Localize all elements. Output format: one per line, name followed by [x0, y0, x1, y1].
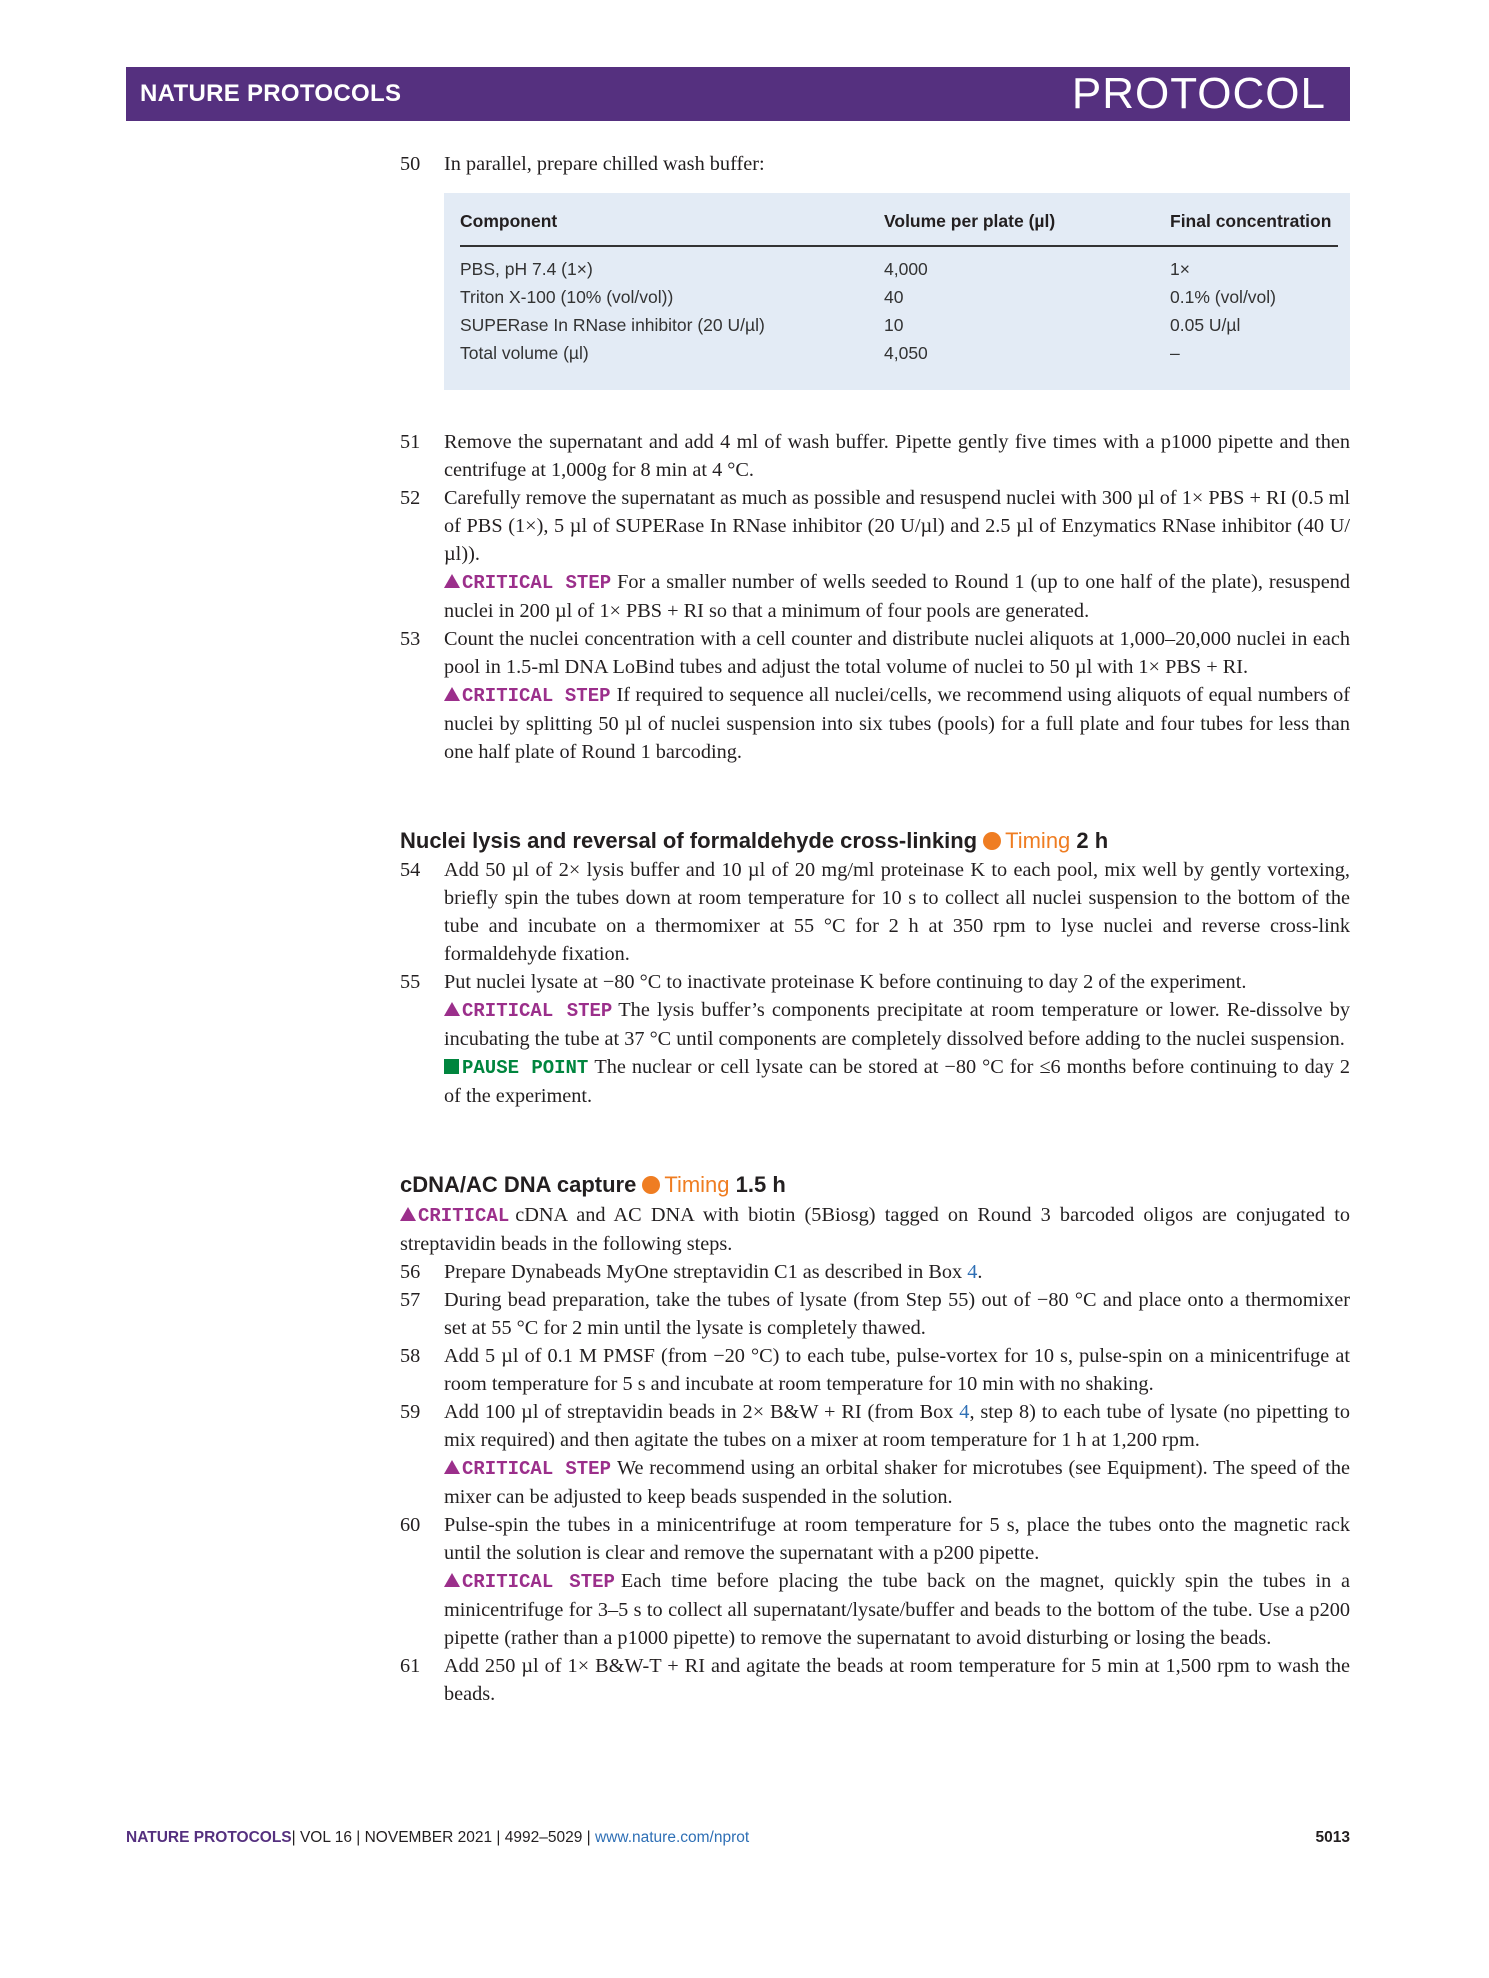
steps-51-53	[400, 428, 1350, 766]
step-text: Count the nuclei concentration with a cell counter and distribute nuclei aliquots at 1,000–20,000 nuclei in each pool in 1.5-ml DNA LoBind tubes and adjust the total volume of nuclei to 50 µl with 1× PBS + RI.	[444, 628, 1350, 678]
step-text: Put nuclei lysate at −80 °C to inactivate proteinase K before continuing to day 2 of the experiment.	[444, 971, 1247, 993]
table-cell: SUPERase In RNase inhibitor (20 U/µl)	[460, 315, 765, 335]
step-54	[400, 856, 1350, 968]
step-58	[400, 1342, 1350, 1398]
table-cell: PBS, pH 7.4 (1×)	[460, 259, 593, 279]
journal-name: NATURE PROTOCOLS	[140, 80, 402, 107]
step-60	[400, 1511, 1350, 1652]
warning-triangle-icon	[444, 1002, 460, 1016]
warning-triangle-icon	[444, 574, 460, 588]
critical-step-label: CRITICAL STEP	[462, 1571, 615, 1593]
step-56	[400, 1258, 1350, 1286]
critical-step-note	[444, 1567, 1350, 1652]
steps-56-61	[400, 1201, 1350, 1708]
section-heading-nuclei-lysis	[400, 828, 1108, 854]
article-type: PROTOCOL	[1071, 69, 1326, 118]
step-55	[400, 968, 1350, 1110]
steps-54-55	[400, 856, 1350, 1110]
step-text: Add 250 µl of 1× B&W-T + RI and agitate the beads at room temperature for 5 min at 1,500 rpm to wash the beads.	[444, 1655, 1350, 1705]
critical-step-note	[444, 568, 1350, 625]
step-number: 61	[400, 1655, 421, 1677]
critical-text: cDNA and AC DNA with biotin (5Biosg) tagged on Round 3 barcoded oligos are conjugated to streptavidin beads in the following steps.	[400, 1204, 1350, 1255]
critical-step-note	[444, 1454, 1350, 1511]
step-53	[400, 625, 1350, 766]
step-text	[444, 1258, 1350, 1286]
table-cell: Total volume (µl)	[460, 343, 589, 363]
timing-clock-icon	[983, 832, 1001, 850]
step-number: 50	[400, 153, 421, 175]
step-text: Add 50 µl of 2× lysis buffer and 10 µl of 20 mg/ml proteinase K to each pool, mix well by gently vortexing, briefly spin the tubes down at room temperature for 10 s to collect all nuclei suspension to the bottom of the tube and incubate on a thermomixer at 55 °C for 2 h at 350 rpm to lyse nuclei and reverse cross-link formaldehyde fixation.	[444, 859, 1350, 965]
step-number: 58	[400, 1345, 421, 1367]
table-header-volume: Volume per plate (µl)	[884, 211, 1056, 231]
warning-triangle-icon	[444, 1573, 460, 1587]
step-text	[444, 1398, 1350, 1454]
critical-step-label: CRITICAL STEP	[462, 685, 611, 707]
step-number: 51	[400, 431, 421, 453]
step-57	[400, 1286, 1350, 1342]
timing-label: Timing	[664, 1172, 730, 1197]
critical-label: CRITICAL	[418, 1205, 510, 1227]
critical-step-label: CRITICAL STEP	[462, 1000, 613, 1022]
step-text-part: Prepare Dynabeads MyOne streptavidin C1 as described in Box	[444, 1261, 968, 1283]
table-cell: –	[1170, 343, 1180, 363]
step-number: 59	[400, 1401, 421, 1423]
step-number: 52	[400, 487, 421, 509]
step-number: 53	[400, 628, 421, 650]
step-number: 60	[400, 1514, 421, 1536]
pause-point-note	[444, 1053, 1350, 1110]
step-text: Add 5 µl of 0.1 M PMSF (from −20 °C) to each tube, pulse-vortex for 10 s, pulse-spin on a minicentrifuge at room temperature for 5 s and incubate at room temperature for 10 min with no shaking.	[444, 1345, 1350, 1395]
timing-label: Timing	[1005, 828, 1071, 853]
box-link[interactable]: 4	[967, 1261, 978, 1283]
section-critical-note	[400, 1201, 1350, 1258]
warning-triangle-icon	[444, 687, 460, 701]
critical-step-text: If required to sequence all nuclei/cells, we recommend using aliquots of equal numbers of nuclei by splitting 50 µl of nuclei suspension into six tubes (pools) for a full plate and four tubes for less than one half plate of Round 1 barcoding.	[444, 684, 1351, 763]
footer-journal: NATURE PROTOCOLS	[126, 1829, 292, 1846]
step-text: Carefully remove the supernatant as much as possible and resuspend nuclei with 300 µl of 1× PBS + RI (0.5 ml of PBS (1×), 5 µl of SUPERase In RNase inhibitor (20 U/µl) and 2.5 µl of Enzymatics RNase inhibitor (40 U/µl)).	[444, 487, 1350, 565]
step-text: Remove the supernatant and add 4 ml of wash buffer. Pipette gently five times with a p1000 pipette and then centrifuge at 1,000g for 8 min at 4 °C.	[444, 431, 1350, 481]
table-cell: 10	[884, 315, 904, 335]
footer-details: | VOL 16 | NOVEMBER 2021 | 4992–5029 |	[291, 1829, 595, 1846]
step-50	[400, 150, 1394, 178]
table-cell: 0.1% (vol/vol)	[1170, 287, 1277, 307]
table-cell: Triton X-100 (10% (vol/vol))	[460, 287, 674, 307]
critical-step-text: We recommend using an orbital shaker for microtubes (see Equipment). The speed of the mixer can be adjusted to keep beads suspended in the solution.	[444, 1457, 1350, 1508]
warning-triangle-icon	[444, 1460, 460, 1474]
pause-point-text: The nuclear or cell lysate can be stored at −80 °C for ≤6 months before continuing to day 2 of the experiment.	[444, 1056, 1350, 1107]
step-number: 54	[400, 859, 421, 881]
footer-url-link[interactable]: www.nature.com/nprot	[594, 1829, 750, 1846]
step-text: During bead preparation, take the tubes of lysate (from Step 55) out of −80 °C and place onto a thermomixer set at 55 °C for 2 min until the lysate is completely thawed.	[444, 1289, 1350, 1339]
journal-header-bar	[126, 67, 1350, 121]
section-heading-cdna-capture	[400, 1172, 786, 1198]
page-number: 5013	[1315, 1829, 1350, 1846]
critical-step-text: Each time before placing the tube back on the magnet, quickly spin the tubes in a minicentrifuge for 3–5 s to collect all supernatant/lysate/buffer and beads to the bottom of the tube. Use a p200 pipette (rather than a p1000 pipette) to remove the supernatant to avoid disturbing or losing the beads.	[444, 1570, 1350, 1649]
step-text-part: Add 100 µl of streptavidin beads in 2× B&W + RI (from Box	[444, 1401, 960, 1423]
table-cell: 40	[884, 287, 904, 307]
page-footer	[126, 1829, 1350, 1847]
step-text: Pulse-spin the tubes in a minicentrifuge at room temperature for 5 s, place the tubes onto the magnetic rack until the solution is clear and remove the supernatant with a p200 pipette.	[444, 1514, 1350, 1564]
timing-value: 2 h	[1076, 828, 1109, 853]
table-cell: 4,000	[884, 259, 928, 279]
step-61	[400, 1652, 1350, 1708]
critical-step-label: CRITICAL STEP	[462, 572, 612, 594]
table-cell: 0.05 U/µl	[1170, 315, 1241, 335]
critical-step-text: For a smaller number of wells seeded to Round 1 (up to one half of the plate), resuspend nuclei in 200 µl of 1× PBS + RI so that a minimum of four pools are generated.	[444, 571, 1350, 622]
table-cell: 4,050	[884, 343, 928, 363]
step-text: In parallel, prepare chilled wash buffer:	[444, 153, 765, 175]
table-header-rule	[460, 245, 1338, 247]
critical-step-note	[444, 681, 1350, 766]
step-number: 55	[400, 971, 421, 993]
timing-clock-icon	[642, 1176, 660, 1194]
critical-step-text: The lysis buffer’s components precipitate at room temperature or lower. Re-dissolve by incubating the tube at 37 °C until components are completely dissolved before adding to the nuclei suspension.	[444, 999, 1350, 1050]
step-number: 56	[400, 1261, 421, 1283]
section-title: cDNA/AC DNA capture	[400, 1172, 637, 1197]
section-title: Nuclei lysis and reversal of formaldehyde cross-linking	[400, 828, 978, 853]
timing-value: 1.5 h	[735, 1172, 786, 1197]
step-text-part: , step 8) to each tube of lysate (no pipetting to mix required) and then agitate the tubes on a mixer at room temperature for 1 h at 1,200 rpm.	[444, 1401, 1350, 1451]
step-51	[400, 428, 1350, 484]
table-header-concentration: Final concentration	[1170, 211, 1332, 231]
step-number: 57	[400, 1289, 421, 1311]
step-52	[400, 484, 1350, 625]
critical-step-label: CRITICAL STEP	[462, 1458, 611, 1480]
table-header-component: Component	[460, 211, 558, 231]
table-cell: 1×	[1170, 259, 1190, 279]
warning-triangle-icon	[400, 1207, 416, 1221]
critical-step-note	[444, 996, 1350, 1053]
step-text-end: .	[977, 1261, 983, 1283]
box-link[interactable]: 4	[959, 1401, 970, 1423]
pause-square-icon	[444, 1059, 459, 1074]
pause-point-label: PAUSE POINT	[462, 1057, 589, 1079]
wash-buffer-table	[444, 193, 1350, 390]
step-59	[400, 1398, 1350, 1511]
